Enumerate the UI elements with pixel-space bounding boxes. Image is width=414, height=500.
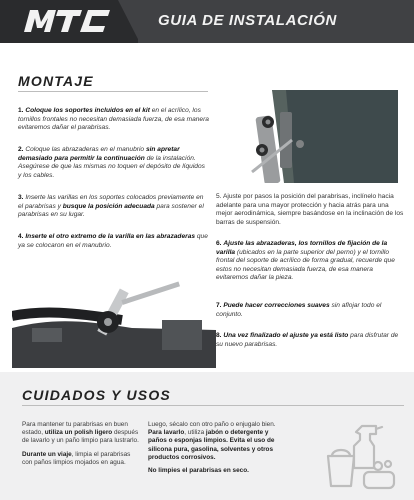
step-7: 7. Puede hacer correcciones suaves sin aflojar todo el conjunto.	[216, 302, 382, 318]
page-title: GUIA DE INSTALACIÓN	[158, 12, 337, 29]
care-paragraph-1: Para mantener tu parabrisas en buen estado, utiliza un polish ligero después de lavarlo y un paño limpio para lustrarlo.	[22, 421, 139, 445]
care-column-2	[148, 421, 276, 480]
care-heading: CUIDADOS Y USOS	[22, 387, 171, 403]
step-4: 4. Inserte el otro extremo de la varilla en las abrazaderas que ya se colocaron en el manubrio.	[18, 233, 208, 249]
step-6: 6. Ajuste las abrazaderas, los tornillos de fijación de la varilla (ubicados en la parte superior del perno) y el tornillo frontal del soporte de acrílico de forma gradual, recuerde que estos no necesitan demasiada fuerza, de esa manera evitaremos dañar la pieza.	[216, 240, 395, 282]
cleaning-supplies-icon	[318, 420, 404, 492]
step-8: 8. Una vez finalizado el ajuste ya está listo para disfrutar de su nuevo parabrisas.	[216, 332, 399, 348]
care-paragraph-2: Durante un viaje, limpia el parabrisas con paños limpios mojados en agua.	[22, 450, 131, 466]
header-divider	[118, 0, 140, 43]
care-column-1	[22, 421, 140, 472]
montaje-heading: MONTAJE	[18, 73, 94, 89]
care-rule	[22, 405, 404, 406]
care-paragraph-4: No limpies el parabrisas en seco.	[148, 467, 249, 475]
step-2: 2. Coloque las abrazaderas en el manubrio sin apretar demasiado para permitir la continuación de la instalación. Asegúrese de que las mismas no toquen el depósito de líquidos y los cables.	[18, 146, 205, 179]
handlebar-clamp-photo	[12, 258, 216, 368]
windshield-bracket-photo	[222, 90, 398, 183]
step-3: 3. Inserte las varillas en los soportes colocados previamente en el parabrisas y busque la posición adecuada para sostener el parabrisas en su lugar.	[18, 194, 204, 219]
mtc-logo	[18, 6, 118, 36]
step-5: 5. Ajuste por pasos la posición del parabrisas, inclínelo hacia adelante para una mayor protección y hacia atrás para una mejor aerodinámica, siempre basándose en la inclinación de los barras de suspensión.	[216, 193, 404, 226]
montaje-rule	[18, 91, 208, 92]
care-paragraph-3: Luego, sécalo con otro paño o enjugalo bien. Para lavarlo, utiliza jabón o detergente y paños o esponjas limpios. Evita el uso de silicona pura, gasolina, solventes y otros productos corrosivos.	[148, 421, 276, 461]
step-1: 1. Coloque los soportes incluidos en el kit en el acrílico, los tornillos frontales no necesitan demasiada fuerza, de esa manera evitaremos dañar el parabrisas.	[18, 107, 209, 132]
